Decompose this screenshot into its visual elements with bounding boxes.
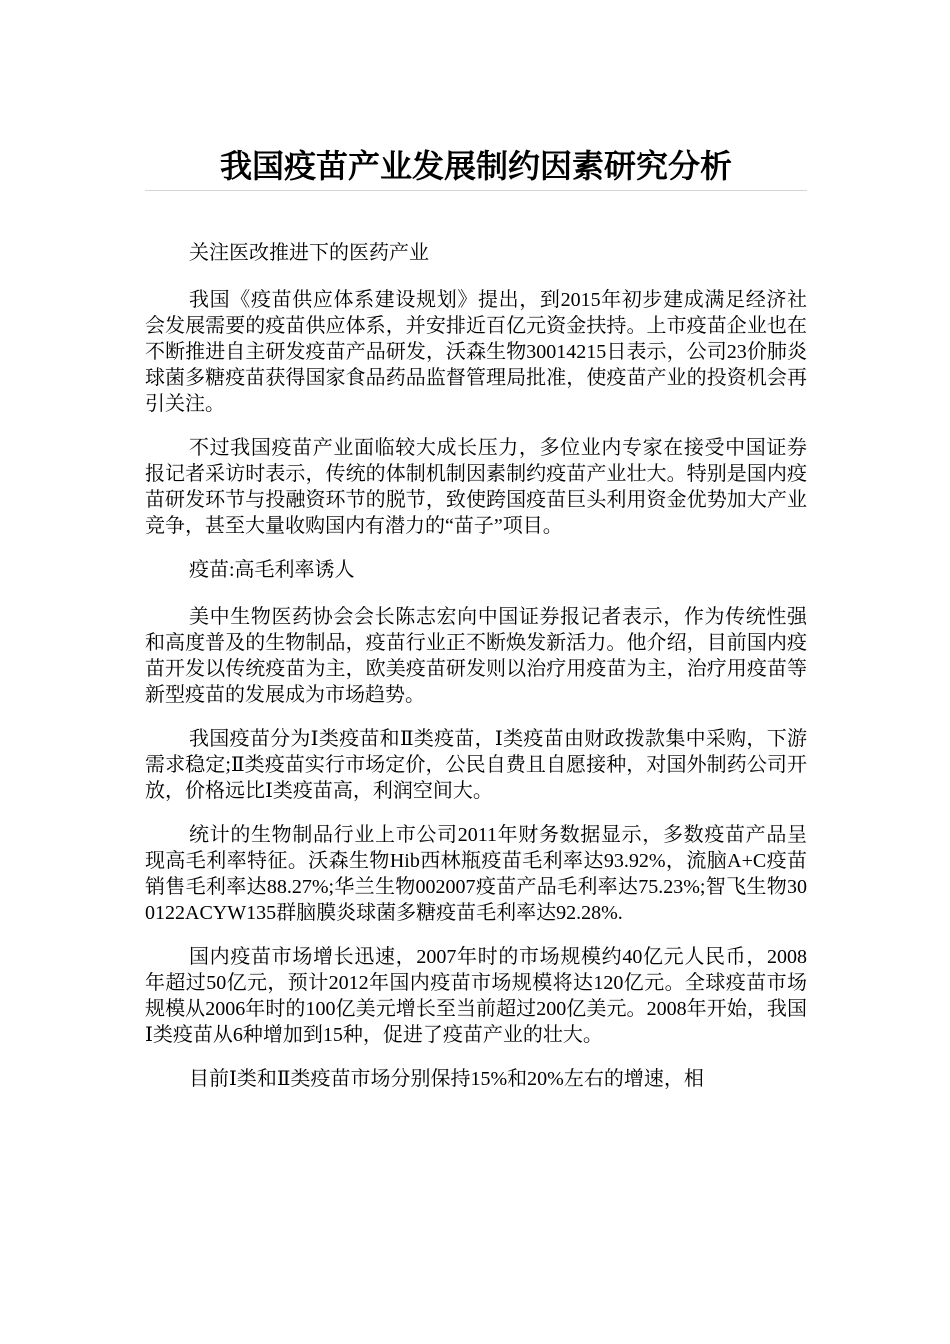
document-title: 我国疫苗产业发展制约因素研究分析 — [219, 147, 732, 185]
paragraph-market-size: 国内疫苗市场增长迅速，2007年时的市场规模约40亿元人民币，2008年超过50亿元，预计2012年国内疫苗市场规模将达120亿元。全球疫苗市场规模从2006年时的100亿美元增长至当前超过200亿美元。2008年开始，我国Ⅰ类疫苗从6种增加到15种，促进了疫苗产业的壮大。 — [145, 946, 807, 1046]
paragraph-margin-statistics: 统计的生物制品行业上市公司2011年财务数据显示，多数疫苗产品呈现高毛利率特征。沃森生物Hib西林瓶疫苗毛利率达93.92%，流脑A+C疫苗销售毛利率达88.27%;华兰生物002007疫苗产品毛利率达75.23%;智飞生物300122ACYW135群脑膜炎球菌多糖疫苗毛利率达92.28%. — [145, 824, 807, 924]
title-divider — [145, 190, 807, 191]
paragraph-vaccine-categories: 我国疫苗分为Ⅰ类疫苗和Ⅱ类疫苗，Ⅰ类疫苗由财政拨款集中采购，下游需求稳定;Ⅱ类疫苗实行市场定价，公民自费且自愿接种，对国外制药公司开放，价格远比Ⅰ类疫苗高，利润空间大。 — [145, 728, 807, 802]
paragraph-growth-rate: 目前Ⅰ类和Ⅱ类疫苗市场分别保持15%和20%左右的增速，相 — [189, 1068, 704, 1090]
paragraph-supply-plan: 我国《疫苗供应体系建设规划》提出，到2015年初步建成满足经济社会发展需要的疫苗供应体系，并安排近百亿元资金扶持。上市疫苗企业也在不断推进自主研发疫苗产品研发，沃森生物30014215日表示，公司23价肺炎球菌多糖疫苗获得国家食品药品监督管理局批准，使疫苗产业的投资机会再引关注。 — [145, 289, 807, 415]
paragraph-association-remarks: 美中生物医药协会会长陈志宏向中国证券报记者表示，作为传统性强和高度普及的生物制品，疫苗行业正不断焕发新活力。他介绍，目前国内疫苗开发以传统疫苗为主，欧美疫苗研发则以治疗用疫苗为主，治疗用疫苗等新型疫苗的发展成为市场趋势。 — [145, 606, 807, 706]
paragraph-growth-pressure: 不过我国疫苗产业面临较大成长压力，多位业内专家在接受中国证券报记者采访时表示，传统的体制机制因素制约疫苗产业壮大。特别是国内疫苗研发环节与投融资环节的脱节，致使跨国疫苗巨头利用资金优势加大产业竞争，甚至大量收购国内有潜力的“苗子”项目。 — [145, 437, 807, 537]
section-heading-high-margin: 疫苗:高毛利率诱人 — [189, 559, 355, 581]
section-heading-medical-reform: 关注医改推进下的医药产业 — [189, 242, 429, 264]
document-body — [145, 240, 807, 1110]
